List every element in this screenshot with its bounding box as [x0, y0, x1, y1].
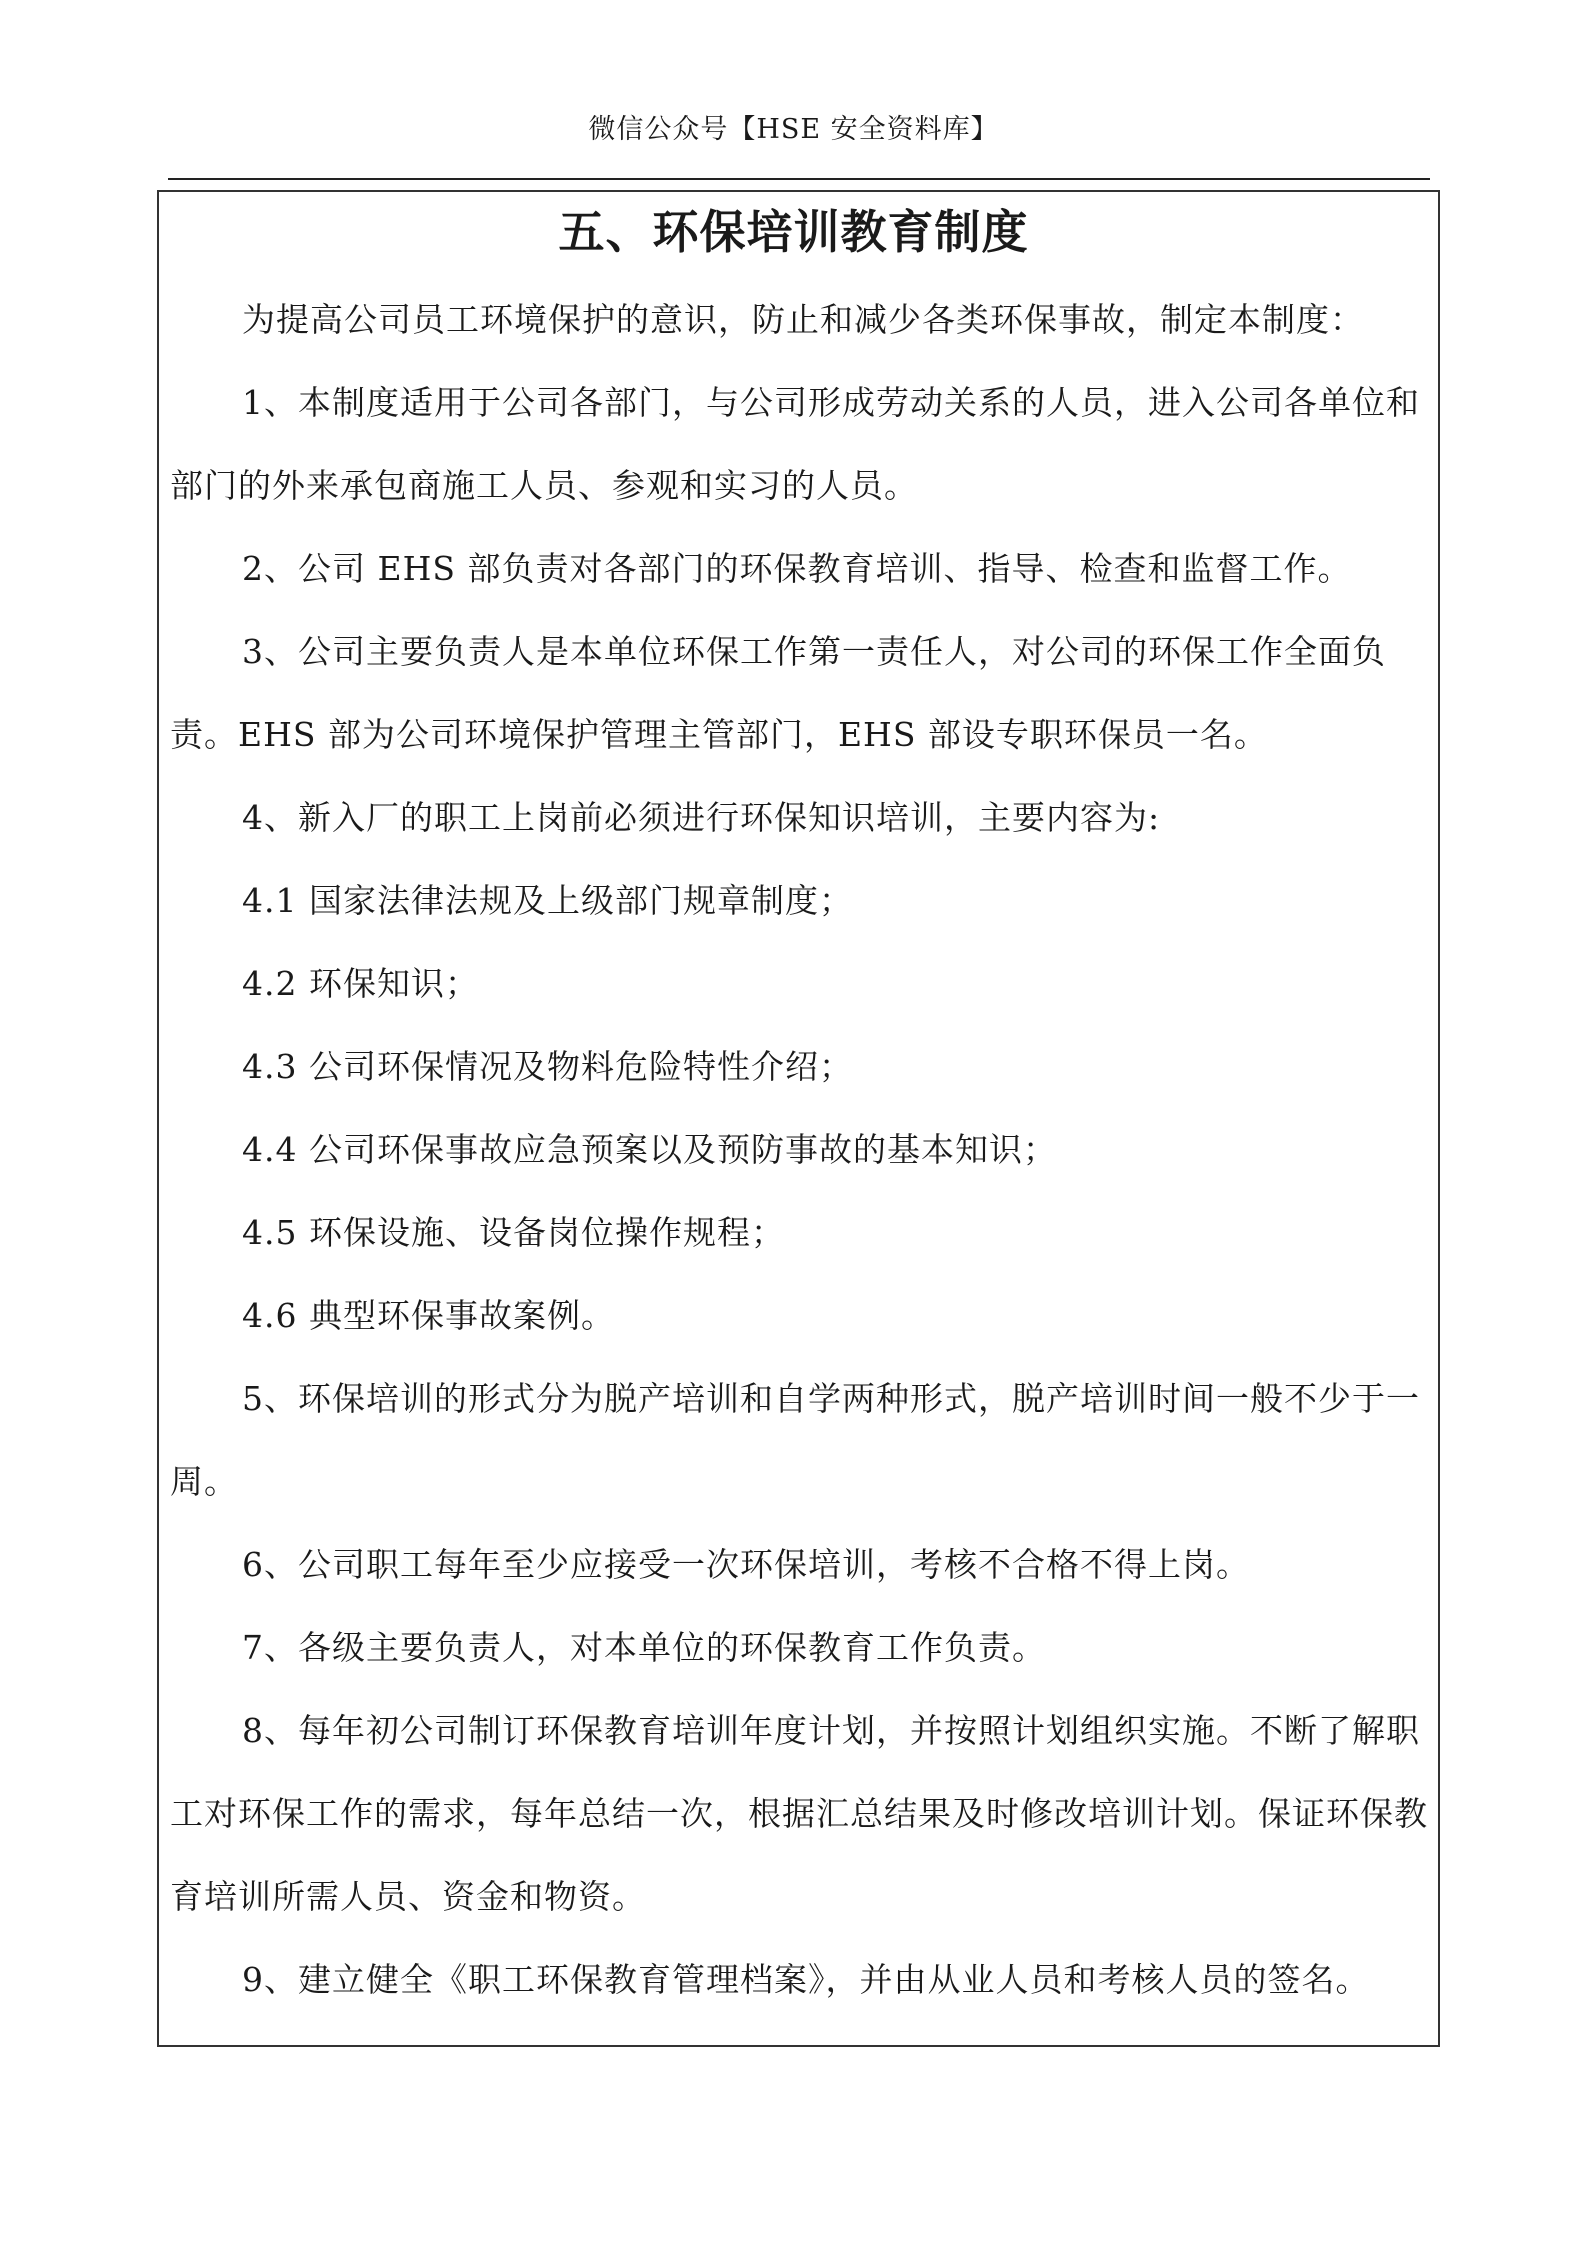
- paragraph-4-2: 4.2 环保知识；: [242, 964, 479, 1003]
- paragraph-4-6: 4.6 典型环保事故案例。: [242, 1296, 615, 1335]
- document-title: 五、环保培训教育制度: [558, 205, 1029, 259]
- paragraph-4: 4、新入厂的职工上岗前必须进行环保知识培训，主要内容为:: [242, 798, 1161, 837]
- paragraph-4-1: 4.1 国家法律法规及上级部门规章制度；: [242, 881, 853, 920]
- paragraph-6: 6、公司职工每年至少应接受一次环保培训，考核不合格不得上岗。: [242, 1545, 1250, 1584]
- document-body: [170, 278, 1432, 2021]
- page-header: 微信公众号【HSE 安全资料库】: [588, 114, 999, 145]
- paragraph-8: 8、每年初公司制订环保教育培训年度计划，并按照计划组织实施。不断了解职工对环保工作的需求，每年总结一次，根据汇总结果及时修改培训计划。保证环保教育培训所需人员、资金和物资。: [170, 1711, 1428, 1916]
- paragraph-3: 3、公司主要负责人是本单位环保工作第一责任人，对公司的环保工作全面负责。EHS 部为公司环境保护管理主管部门，EHS 部设专职环保员一名。: [170, 632, 1386, 754]
- paragraph-1: 1、本制度适用于公司各部门，与公司形成劳动关系的人员，进入公司各单位和部门的外来承包商施工人员、参观和实习的人员。: [170, 383, 1420, 505]
- paragraph-9: 9、建立健全《职工环保教育管理档案》，并由从业人员和考核人员的签名。: [242, 1960, 1370, 1999]
- paragraph-4-5: 4.5 环保设施、设备岗位操作规程；: [242, 1213, 785, 1252]
- paragraph-5: 5、环保培训的形式分为脱产培训和自学两种形式，脱产培训时间一般不少于一周。: [170, 1379, 1420, 1501]
- paragraph-4-3: 4.3 公司环保情况及物料危险特性介绍；: [242, 1047, 853, 1086]
- paragraph-2: 2、公司 EHS 部负责对各部门的环保教育培训、指导、检查和监督工作。: [242, 549, 1352, 588]
- paragraph-7: 7、各级主要负责人，对本单位的环保教育工作负责。: [242, 1628, 1046, 1667]
- header-divider: [168, 178, 1430, 180]
- paragraph-4-4: 4.4 公司环保事故应急预案以及预防事故的基本知识；: [242, 1130, 1057, 1169]
- paragraph-intro: 为提高公司员工环境保护的意识，防止和减少各类环保事故，制定本制度：: [242, 300, 1364, 339]
